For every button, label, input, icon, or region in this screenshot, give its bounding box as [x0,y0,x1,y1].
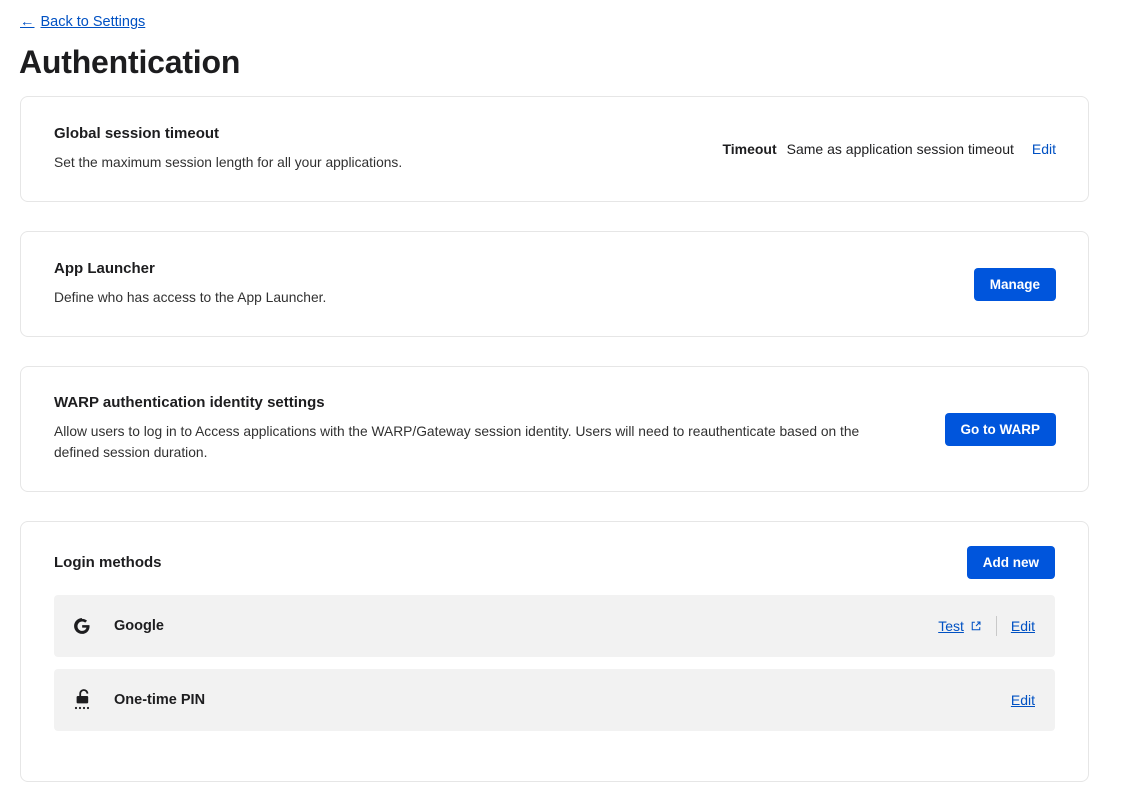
edit-timeout-button[interactable]: Edit [1024,141,1056,157]
app-launcher-title: App Launcher [54,259,155,277]
login-method-actions [1011,692,1035,708]
pin-lock-icon [72,687,106,713]
external-link-icon [970,620,982,632]
login-method-name: One-time PIN [114,692,206,708]
timeout-value: Same as application session timeout [786,141,1014,157]
global-session-timeout-card [20,96,1089,202]
add-new-login-method-button[interactable]: Add new [967,546,1055,579]
list-item[interactable] [54,669,1055,731]
timeout-value-group [722,141,1056,157]
login-method-actions [938,616,1035,636]
app-launcher-description: Define who has access to the App Launcher. [54,289,327,305]
global-session-timeout-description: Set the maximum session length for all your applications. [54,154,403,170]
back-to-settings-link[interactable] [20,14,145,30]
action-divider [996,616,997,636]
back-to-settings-label: Back to Settings [40,14,146,30]
edit-login-method-link[interactable]: Edit [1010,692,1035,708]
global-session-timeout-title: Global session timeout [54,124,220,142]
warp-title: WARP authentication identity settings [54,394,325,412]
warp-text [54,394,884,463]
left-arrow-icon: ← [20,14,35,30]
manage-app-launcher-button[interactable]: Manage [974,268,1056,301]
edit-login-method-link[interactable]: Edit [1010,618,1035,634]
test-label: Test [938,618,964,634]
login-method-name: Google [114,618,164,634]
login-methods-card [20,521,1089,782]
global-session-timeout-text [54,125,402,174]
timeout-label: Timeout [722,141,777,157]
page-title: Authentication [19,44,241,80]
go-to-warp-button[interactable]: Go to WARP [945,413,1057,446]
warp-description: Allow users to log in to Access applications with the WARP/Gateway session identity. Users will need to reauthenticate based on the defined session duration. [54,424,860,460]
app-launcher-text [54,260,326,309]
login-methods-list [21,579,1088,731]
login-methods-title: Login methods [54,553,162,571]
google-icon [72,616,106,636]
warp-authentication-card [20,366,1089,492]
app-launcher-card [20,231,1089,337]
list-item[interactable] [54,595,1055,657]
test-login-method-link[interactable] [938,618,982,634]
